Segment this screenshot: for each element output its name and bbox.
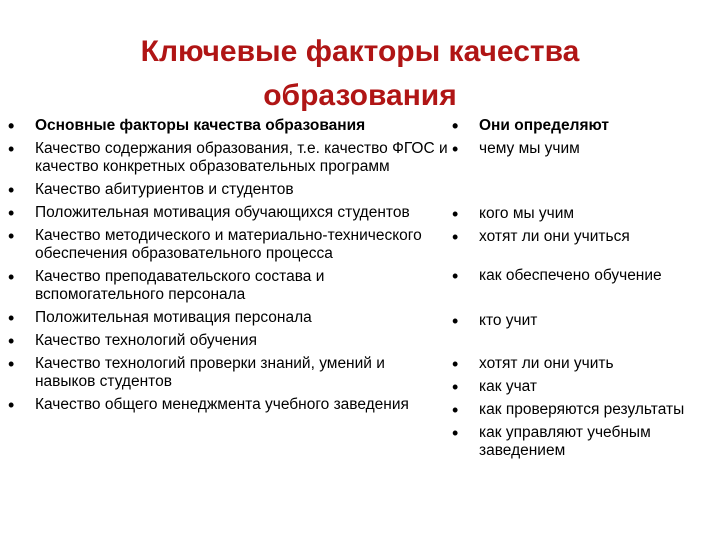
determines-item: • как учат <box>452 378 714 396</box>
determines-item: • хотят ли они учиться <box>452 228 714 246</box>
determines-item: • кто учит <box>452 312 714 330</box>
determines-list <box>452 117 714 465</box>
factors-heading: • Основные факторы качества образования <box>8 117 448 135</box>
factor-item: • Качество абитуриентов и студентов <box>8 181 448 199</box>
determines-item: • как обеспечено обучение <box>452 267 714 285</box>
factor-item: • Качество методического и материально-технического обеспечения образовательного процесса <box>8 227 448 263</box>
factor-item: • Качество технологий обучения <box>8 332 448 350</box>
determines-heading: • Они определяют <box>452 117 714 135</box>
factor-item: • Качество преподавательского состава и вспомогательного персонала <box>8 268 448 304</box>
determines-item: • как проверяются результаты <box>452 401 714 419</box>
determines-item: • кого мы учим <box>452 205 714 223</box>
slide-title: Ключевые факторы качества образования <box>140 35 580 112</box>
factor-item: • Положительная мотивация персонала <box>8 309 448 327</box>
factor-item: • Качество содержания образования, т.е. качество ФГОС и качество конкретных образовательных программ <box>8 140 448 176</box>
determines-item: • как управляют учебным заведением <box>452 424 714 460</box>
factor-item: • Положительная мотивация обучающихся студентов <box>8 204 448 222</box>
determines-item: • хотят ли они учить <box>452 355 714 373</box>
determines-item: • чему мы учим <box>452 140 714 158</box>
factors-list <box>8 117 448 419</box>
factor-item: • Качество технологий проверки знаний, умений и навыков студентов <box>8 355 448 391</box>
factor-item: • Качество общего менеджмента учебного заведения <box>8 396 448 414</box>
